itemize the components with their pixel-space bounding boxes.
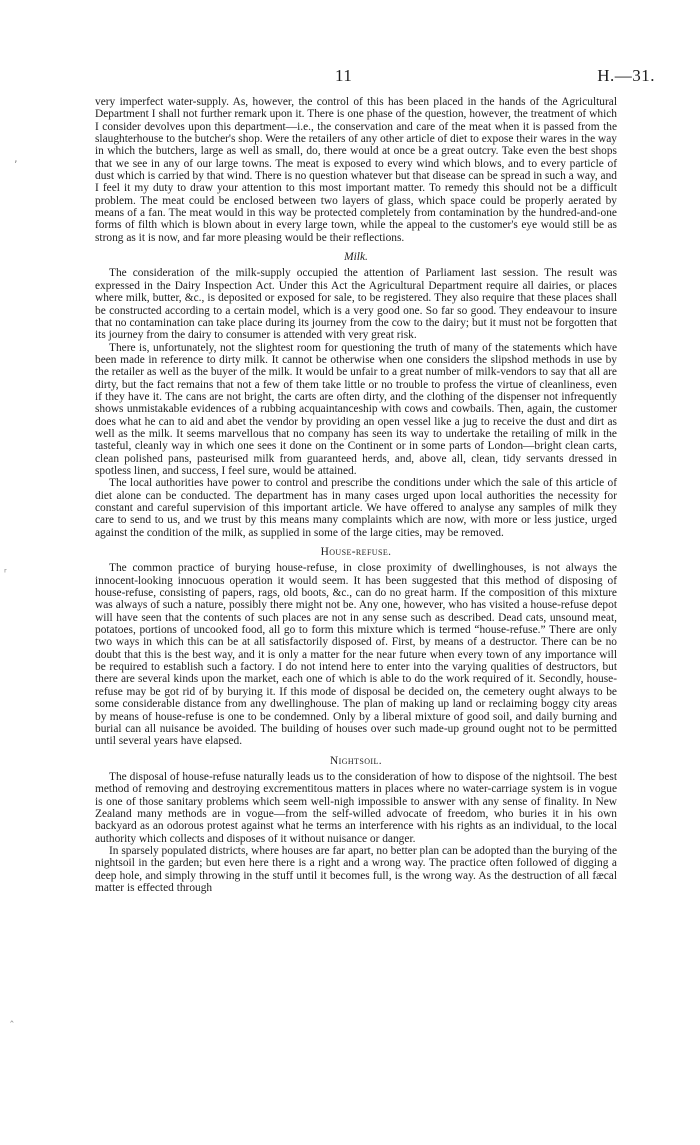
section-heading-house-refuse: House-refuse. [320,546,392,559]
paragraph-nightsoil-2: In sparsely populated districts, where houses are far apart, no better plan can be adopted than the burying of the nightsoil in the garden; but even here there is a right and a wrong way. The practice often followed of digging a deep hole, and simply throwing in the stuff until it becomes full, is the wrong way. As the destruction of all fæcal matter is effected through [95,844,617,894]
margin-scribble-mark: ʳ [4,566,7,579]
paragraph-house-refuse-1: The common practice of burying house-refuse, in close proximity of dwellinghouses, is not always the innocent-looking innocuous operation it would seem. It has been suggested that this method of disposing of house-refuse, consisting of papers, rags, old boots, &c., can do no great harm. If the composition of this mixture was always of such a nature, possibly there might not be. Any one, however, who has visited a house-refuse depot will have seen that the contents of such places are not in any sense such as described. Dead cats, unsound meat, potatoes, portions of uncooked food, all go to form this mixture which is termed “house-refuse.” There are only two ways in which this can be at all satisfactorily disposed of. First, by means of a destructor. There can be no doubt that this is the best way, and it is only a matter for the near future when every town of any importance will be required to establish such a factory. I do not intend here to enter into the varying qualities of destructors, but there are several kinds upon the market, each one of which is able to do the work required of it. Secondly, house-refuse may be got rid of by burying it. If this mode of disposal be decided on, the cemetery ought always to be some considerable distance from any dwellinghouse. The plan of making up land or reclaiming boggy city areas by means of house-refuse is one to be condemned. Only by a liberal mixture of good soil, and daily burning and burial can all nuisance be avoided. The building of houses over such made-up ground ought not to be permitted until several years have elapsed. [95,562,617,748]
document-reference: H.—31. [597,66,655,85]
page-header [0,66,700,90]
page-number: 11 [335,66,353,85]
paragraph-milk-2: There is, unfortunately, not the slightest room for questioning the truth of many of the statements which have been made in reference to dirty milk. It cannot be otherwise when one considers the slipshod methods in use by the retailer as well as the buyer of the milk. It would be unfair to a great number of milk-vendors to say that all are dirty, but the fact remains that not a few of them take little or no trouble to profess the virtue of cleanliness, even if they have it. The cans are not bright, the carts are often dirty, and the clothing of the dispenser not infrequently shows unmistakable evidences of a rubbing acquaintanceship with cows and cowbails. Then, again, the customer does what he can to aid and abet the vendor by providing an open vessel like a jug to receive the dust and dirt as well as the milk. It seems marvellous that no company has seen its way to undertake the retailing of milk in the tasteful, cleanly way in which one sees it done on the Continent or in some parts of London—bright clean carts, clean polished pans, pasteurised milk from guaranteed herds, and, above all, clean, tidy servants dressed in spotless linen, and success, I feel sure, would be attained. [95,341,617,477]
paragraph-nightsoil-1: The disposal of house-refuse naturally leads us to the consideration of how to dispose of the nightsoil. The best method of removing and destroying excrementitous matters in places where no water-carriage system is in vogue is one of those sanitary problems which seem well-nigh impossible to answer with any sense of finality. In New Zealand many methods are in vogue—from the self-willed advocate of freedom, who buries it in his own backyard as an odorous protest against what he terms an interference with his rights as an individual, to the local authority which collects and disposes of it without nuisance or danger. [95,770,617,845]
margin-scribble-mark: ‸ [10,1010,14,1023]
section-heading-milk: Milk. [344,251,368,264]
paragraph-intro: very imperfect water-supply. As, however, the control of this has been placed in the hands of the Agricultural Department I shall not further remark upon it. There is one phase of the question, however, the treatment of which I consider devolves upon this department—i.e., the conservation and care of the meat when it is passed from the slaughterhouse to the butcher's shop. Were the retailers of any other article of diet to expose their wares in the way in which the butchers, large as well as small, do, there would at once be a great outcry. Take even the best shops that we see in any of our large towns. The meat is exposed to every wind which blows, and to every particle of dust which is carried by that wind. There is no question whatever but that disease can be spread in such a way, and I feel it my duty to draw your attention to this most important matter. To remedy this should not be a difficult problem. The meat could be enclosed between two layers of glass, which space could be properly aerated by means of a fan. The meat would in this way be protected completely from contamination by the hundred-and-one forms of filth which is blown about in every large town, while the appeal to the customer's eye would still be as strong as it is now, and far more pleasing would be their reflections. [95,96,617,244]
body-text [95,96,617,894]
paragraph-milk-3: The local authorities have power to control and prescribe the conditions under which the sale of this article of diet alone can be conducted. The department has in many cases urged upon local authorities the necessity for constant and careful supervision of this important article. We have offered to analyse any samples of milk they care to send to us, and we trust by this means many complaints which are now, with more or less justice, urged against the condition of the milk, as supplied in some of the large cities, may be removed. [95,477,617,539]
section-heading-nightsoil: Nightsoil. [330,754,382,767]
paragraph-milk-1: The consideration of the milk-supply occupied the attention of Parliament last session. The result was expressed in the Dairy Inspection Act. Under this Act the Agricultural Department require all dairies, or places where milk, butter, &c., is deposited or exposed for sale, to be registered. They also require that these places shall be constructed according to a certain model, which is a very good one. So far so good. They endeavour to insure that no contamination can take place during its journey from the cow to the dairy; but it must not be forgotten that its journey from the dairy to consumer is attended with very great risk. [95,267,617,342]
margin-scribble-mark: ‚ [14,152,18,165]
